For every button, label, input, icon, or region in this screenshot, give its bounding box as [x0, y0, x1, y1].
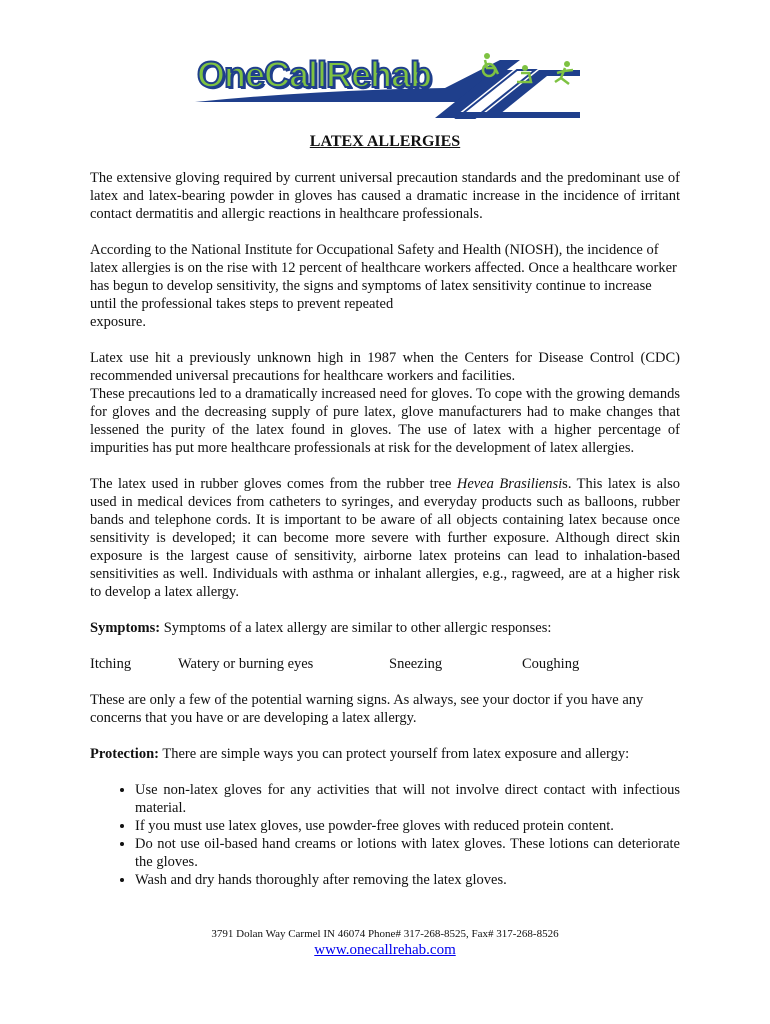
- symptom-item: Coughing: [522, 656, 580, 672]
- paragraph-niosh-text: According to the National Institute for Occupational Safety and Health (NIOSH), the incidence of latex allergies is on the rise with 12 percent of healthcare workers affected. Once a healthcare worker has begun to develop sensitivity, the signs and symptoms of latex sensitivity continue to increase until the professional takes steps to prevent repeated: [90, 242, 677, 312]
- symptom-item: Sneezing: [389, 656, 443, 672]
- company-logo: [195, 40, 580, 125]
- symptoms-heading: [90, 619, 680, 637]
- symptom-item: Watery or burning eyes: [178, 656, 314, 672]
- page-title: LATEX ALLERGIES: [309, 133, 461, 150]
- document-body: [90, 133, 680, 907]
- paragraph-history-a: Latex use hit a previously unknown high in 1987 when the Centers for Disease Control (CDC) recommended universal precautions for healthcare workers and facilities.: [90, 350, 680, 384]
- paragraph-warning: These are only a few of the potential warning signs. As always, see your doctor if you have any concerns that you have or are developing a latex allergy.: [90, 692, 644, 726]
- list-item: • Use non-latex gloves for any activities that will not involve direct contact with infectious material.: [135, 781, 680, 817]
- logo-text: OneCallRehab: [197, 54, 432, 95]
- symptom-item: Itching: [90, 656, 132, 672]
- paragraph-niosh-end: exposure.: [90, 314, 146, 330]
- list-item: • If you must use latex gloves, use powder-free gloves with reduced protein content.: [135, 817, 680, 835]
- footer-address: 3791 Dolan Way Carmel IN 46074 Phone# 317-268-8525, Fax# 317-268-8526: [211, 928, 559, 940]
- paragraph-sources: [90, 475, 680, 601]
- list-item: • Do not use oil-based hand creams or lotions with latex gloves. These lotions can deteriorate the gloves.: [135, 835, 680, 871]
- paragraph-niosh: [90, 241, 680, 331]
- list-item: • Wash and dry hands thoroughly after removing the latex gloves.: [135, 871, 680, 889]
- symptoms-label: Symptoms:: [90, 620, 161, 636]
- paragraph-sources-rest: s. This latex is also used in medical devices from catheters to syringes, and everyday products such as balloons, rubber bands and telephone cords. It is important to be aware of all objects containing latex because once sensitivity is developed; it can become more severe with further exposure. Although direct skin exposure is the largest cause of sensitivity, airborne latex proteins can lead to inhalation-based sensitivities as well. Individuals with asthma or inhalant allergies, e.g., ragweed, are at a higher risk to develop a latex allergy.: [90, 476, 680, 600]
- protection-label: Protection:: [90, 746, 159, 762]
- paragraph-sources-start: The latex used in rubber gloves comes from the rubber tree: [90, 476, 457, 492]
- symptoms-list: [90, 655, 680, 673]
- paragraph-history-b: These precautions led to a dramatically increased need for gloves. To cope with the growing demands for gloves and the decreasing supply of pure latex, glove manufacturers had to make changes that lessened the purity of the latex found in gloves. The use of latex with a higher percentage of impurities has put more healthcare professionals at risk for the development of latex allergies.: [90, 386, 680, 456]
- paragraph-history: [90, 349, 680, 457]
- symptoms-intro: Symptoms of a latex allergy are similar to other allergic responses:: [160, 620, 552, 636]
- species-name: Hevea Brasiliensi: [456, 476, 563, 492]
- paragraph-intro: The extensive gloving required by current universal precaution standards and the predominant use of latex and latex-bearing powder in gloves has caused a dramatic increase in the incidence of irritant contact dermatitis and allergic reactions in healthcare professionals.: [90, 170, 680, 222]
- protection-heading: [90, 745, 680, 763]
- website-link[interactable]: www.onecallrehab.com: [314, 942, 456, 958]
- protection-intro: There are simple ways you can protect yourself from latex exposure and allergy:: [158, 746, 630, 762]
- protection-list: [90, 781, 680, 889]
